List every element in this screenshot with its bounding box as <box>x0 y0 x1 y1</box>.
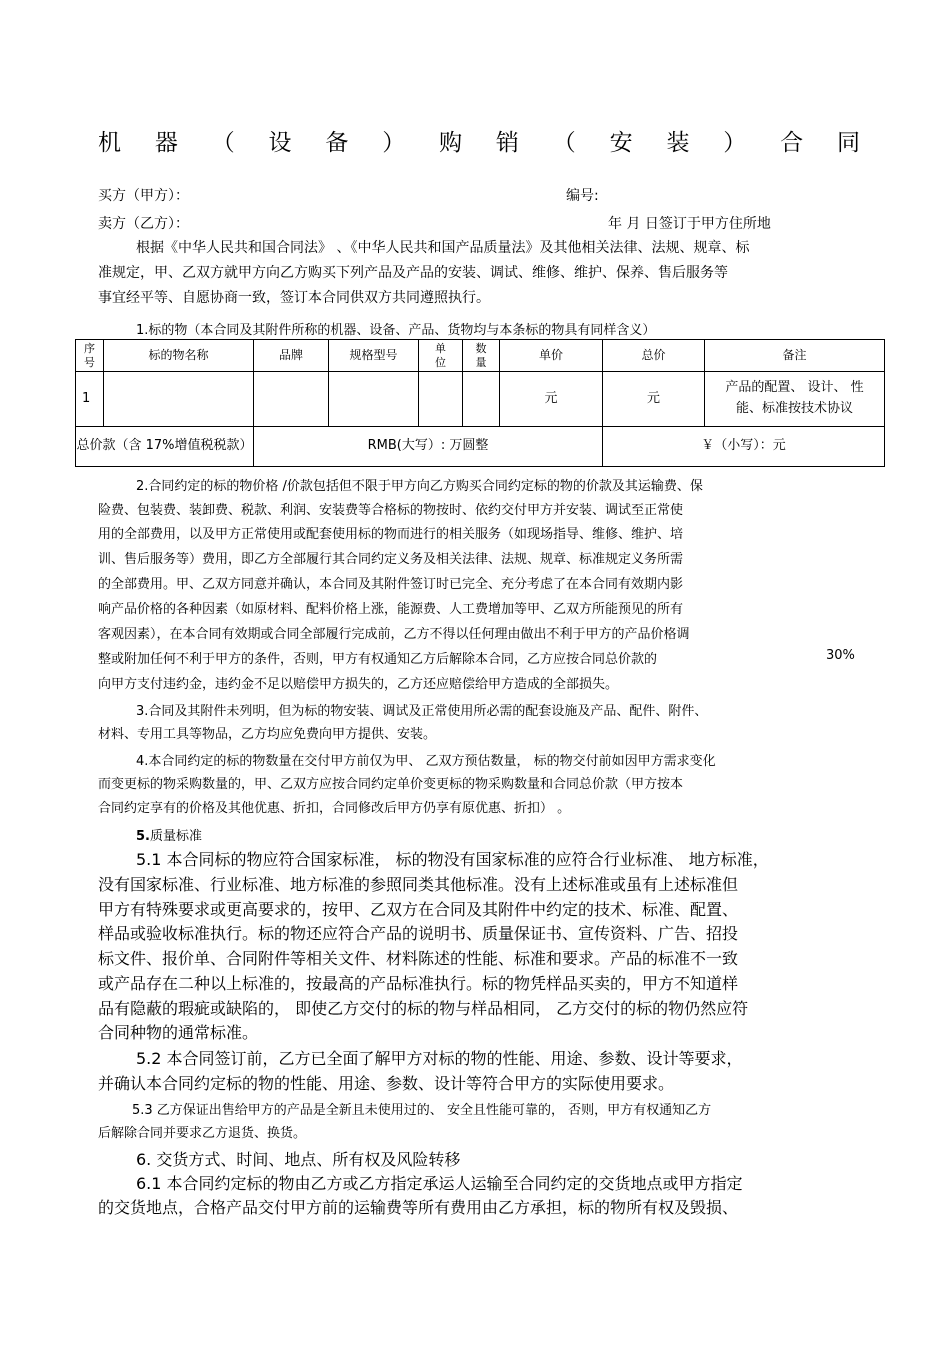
col-header: 数量 <box>463 340 500 372</box>
section5-1-line: 甲方有特殊要求或更高要求的，按甲、乙双方在合同及其附件中约定的技术、标准、配置、 <box>98 900 739 919</box>
row-number: 1 <box>76 372 104 427</box>
section2-line: 响产品价格的各种因素（如原材料、配料价格上涨，能源费、人工费增加等甲、乙双方所能预见的所有 <box>98 602 684 617</box>
seller-label: 卖方（乙方）： <box>98 216 189 232</box>
section4-line: 而变更标的物采购数量的，甲、乙双方应按合同约定单价变更标的物采购数量和合同总价款（甲方按本 <box>98 777 684 792</box>
unit-cell <box>419 372 463 427</box>
section2-line: 险费、包装费、装卸费、税款、利润、安装费等合格标的物按时、依约交付甲方并安装、调试至正常使 <box>98 503 684 518</box>
spec-cell <box>329 372 419 427</box>
title-char: ） <box>382 130 406 156</box>
contract-number-label: 编号: <box>566 188 599 204</box>
section5-heading <box>136 825 202 844</box>
section5-2-line: 并确认本合同约定标的物的性能、用途、参数、设计等符合甲方的实际使用要求。 <box>98 1074 675 1093</box>
section4-line: 4.本合同约定的标的物数量在交付甲方前仅为甲、 乙双方预估数量， 标的物交付前如因甲方需求变化 <box>136 754 716 769</box>
rmb-upper: RMB(大写）: 万圆整 <box>254 427 603 467</box>
title-char: 器 <box>154 130 178 156</box>
penalty-percent: 30% <box>826 648 855 663</box>
section1-heading: 1.标的物（本合同及其附件所称的机器、设备、产品、货物均与本条标的物具有同样含义） <box>136 323 656 338</box>
table-row <box>76 372 885 427</box>
section3-line: 材料、专用工具等物品，乙方均应免费向甲方提供、安装。 <box>98 727 437 742</box>
title-char: 合 <box>780 130 804 156</box>
section2-line: 用的全部费用，以及甲方正常使用或配套使用标的物而进行的相关服务（如现场指导、维修、维护、培 <box>98 527 684 542</box>
title-char: 安 <box>609 130 633 156</box>
intro-line: 根据《中华人民共和国合同法》 、《中华人民共和国产品质量法》及其他相关法律、法规、规章、标 <box>136 240 750 256</box>
section5-number: 5. <box>136 829 150 844</box>
col-header: 备注 <box>705 340 885 372</box>
section3-line: 3.合同及其附件未列明，但为标的物安装、调试及正常使用所必需的配套设施及产品、配件、附件、 <box>136 704 708 719</box>
table-header-row <box>76 340 885 372</box>
goods-table <box>75 339 885 467</box>
section5-1-line: 或产品存在二种以上标准的，按最高的产品标准执行。标的物凭样品买卖的，甲方不知道样 <box>98 974 739 993</box>
section5-1-line: 样品或验收标准执行。标的物还应符合产品的说明书、质量保证书、宣传资料、广告、招投 <box>98 924 739 943</box>
buyer-label: 买方（甲方）： <box>98 188 189 204</box>
title-char: 购 <box>439 130 463 156</box>
title-char: 同 <box>836 130 860 156</box>
item-name-cell <box>104 372 254 427</box>
title-char: 设 <box>268 130 292 156</box>
section2-line: 整或附加任何不利于甲方的条件，否则，甲方有权通知乙方后解除本合同，乙方应按合同总价款的 <box>98 652 658 667</box>
unit-price-cell: 元 <box>500 372 603 427</box>
section5-title: 质量标准 <box>149 829 202 844</box>
table-total-row <box>76 427 885 467</box>
section2-line: 的全部费用。甲、乙双方同意并确认，本合同及其附件签订时已完全、充分考虑了在本合同有效期内影 <box>98 577 684 592</box>
section5-1-line: 合同种物的通常标准。 <box>98 1023 259 1042</box>
col-header: 单位 <box>419 340 463 372</box>
title-char: 装 <box>666 130 690 156</box>
col-header: 序号 <box>76 340 104 372</box>
date-place-label: 年 月 日签订于甲方住所地 <box>608 216 771 232</box>
title-char: 备 <box>325 130 349 156</box>
title-char: 机 <box>98 130 121 156</box>
title-char: （ <box>211 130 235 156</box>
section5-2-line: 5.2 本合同签订前，乙方已全面了解甲方对标的物的性能、用途、参数、设计等要求， <box>136 1049 743 1068</box>
col-header: 品牌 <box>254 340 329 372</box>
intro-line: 准规定，甲、乙双方就甲方向乙方购买下列产品及产品的安装、调试、维修、维护、保养、售后服务等 <box>98 265 728 281</box>
total-price-cell: 元 <box>603 372 705 427</box>
total-label: 总价款（含 17%增值税税款） <box>76 427 254 467</box>
section6-1-line: 的交货地点，合格产品交付甲方前的运输费等所有费用由乙方承担，标的物所有权及毁损、 <box>98 1198 739 1217</box>
section2-line: 2.合同约定的标的物价格 /价款包括但不限于甲方向乙方购买合同约定标的物的价款及其运输费、保 <box>136 479 703 494</box>
col-header: 规格型号 <box>329 340 419 372</box>
col-header: 标的物名称 <box>104 340 254 372</box>
section2-line: 训、售后服务等）费用，即乙方全部履行其合同约定义务及相关法律、法规、规章、标准规定义务所需 <box>98 552 684 567</box>
section4-line: 合同约定享有的价格及其他优惠、折扣，合同修改后甲方仍享有原优惠、折扣） 。 <box>98 801 571 816</box>
section6-heading: 6. 交货方式、时间、地点、所有权及风险转移 <box>136 1150 461 1169</box>
section5-3-line: 5.3 乙方保证出售给甲方的产品是全新且未使用过的、 安全且性能可靠的， 否则，甲方有权通知乙方 <box>132 1103 712 1118</box>
section2-line: 向甲方支付违约金，违约金不足以赔偿甲方损失的，乙方还应赔偿给甲方造成的全部损失。 <box>98 677 619 692</box>
title-char: ） <box>723 130 747 156</box>
section5-1-line: 品有隐蔽的瑕疵或缺陷的， 即使乙方交付的标的物与样品相同， 乙方交付的标的物仍然应符 <box>98 999 749 1018</box>
title-char: 销 <box>495 130 519 156</box>
section6-1-line: 6.1 本合同约定标的物由乙方或乙方指定承运人运输至合同约定的交货地点或甲方指定 <box>136 1174 743 1193</box>
contract-title <box>98 124 860 158</box>
brand-cell <box>254 372 329 427</box>
title-char: （ <box>552 130 576 156</box>
col-header: 单价 <box>500 340 603 372</box>
section5-1-line: 标文件、报价单、合同附件等相关文件、材料陈述的性能、标准和要求。产品的标准不一致 <box>98 949 739 968</box>
section5-1-line: 没有国家标准、行业标准、地方标准的参照同类其他标准。没有上述标准或虽有上述标准但 <box>98 875 739 894</box>
section5-3-line: 后解除合同并要求乙方退货、换货。 <box>98 1126 307 1141</box>
quantity-cell <box>463 372 500 427</box>
intro-line: 事宜经平等、自愿协商一致，签订本合同供双方共同遵照执行。 <box>98 290 490 306</box>
section5-1-line: 5.1 本合同标的物应符合国家标准， 标的物没有国家标准的应符合行业标准、 地方标准， <box>136 850 769 869</box>
remark-cell: 产品的配置、 设计、 性能、标准按技术协议 <box>705 372 885 427</box>
rmb-lower: ￥（小写）：元 <box>603 427 885 467</box>
col-header: 总价 <box>603 340 705 372</box>
section2-line: 客观因素），在本合同有效期或合同全部履行完成前，乙方不得以任何理由做出不利于甲方的产品价格调 <box>98 627 690 642</box>
